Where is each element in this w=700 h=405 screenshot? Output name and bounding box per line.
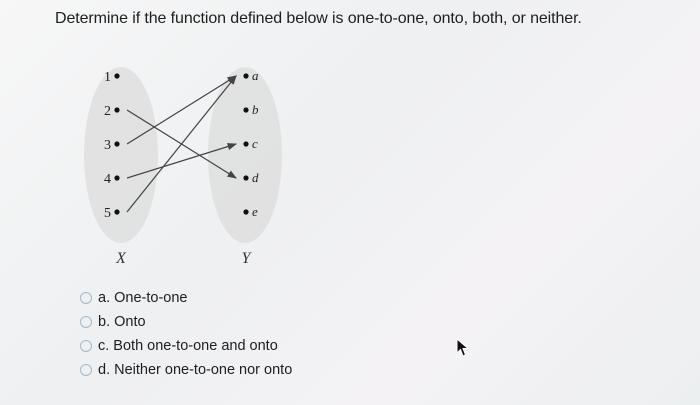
mouse-cursor-icon (456, 338, 470, 358)
codomain-element-label: c (252, 136, 258, 151)
domain-element-dot (114, 209, 119, 214)
codomain-element-dot (243, 175, 248, 180)
codomain-set-ellipse (208, 67, 282, 243)
codomain-element-label: e (252, 204, 258, 219)
domain-element-label: 5 (104, 206, 111, 221)
domain-element-label: 1 (104, 70, 111, 85)
codomain-element-dot (243, 73, 248, 78)
domain-element-label: 2 (104, 104, 111, 119)
codomain-element-dot (243, 107, 248, 112)
domain-element-dot (114, 107, 119, 112)
option-c[interactable] (80, 334, 292, 358)
domain-element-dot (114, 73, 119, 78)
option-b-radio[interactable] (80, 316, 92, 328)
domain-element-label: 3 (104, 138, 111, 153)
codomain-element-label: b (252, 102, 259, 117)
codomain-label: Y (241, 250, 251, 267)
codomain-element-dot (243, 141, 248, 146)
domain-label: X (116, 250, 126, 267)
option-a[interactable] (80, 286, 292, 310)
codomain-element-dot (243, 209, 248, 214)
option-c-label: c. Both one-to-one and onto (98, 338, 278, 354)
domain-element-dot (114, 175, 119, 180)
option-d-radio[interactable] (80, 364, 92, 376)
option-b-label: b. Onto (98, 314, 146, 330)
option-c-radio[interactable] (80, 340, 92, 352)
codomain-element-label: a (252, 68, 259, 83)
question-text: Determine if the function defined below is one-to-one, onto, both, or neither. (55, 10, 582, 27)
domain-set-ellipse (84, 67, 158, 243)
option-a-label: a. One-to-one (98, 290, 188, 306)
option-d[interactable] (80, 358, 292, 382)
option-d-label: d. Neither one-to-one nor onto (98, 362, 293, 378)
codomain-element-label: d (252, 170, 259, 185)
answer-options (80, 286, 292, 382)
option-a-radio[interactable] (80, 292, 92, 304)
domain-element-dot (114, 141, 119, 146)
domain-element-label: 4 (104, 172, 111, 187)
option-b[interactable] (80, 310, 292, 334)
